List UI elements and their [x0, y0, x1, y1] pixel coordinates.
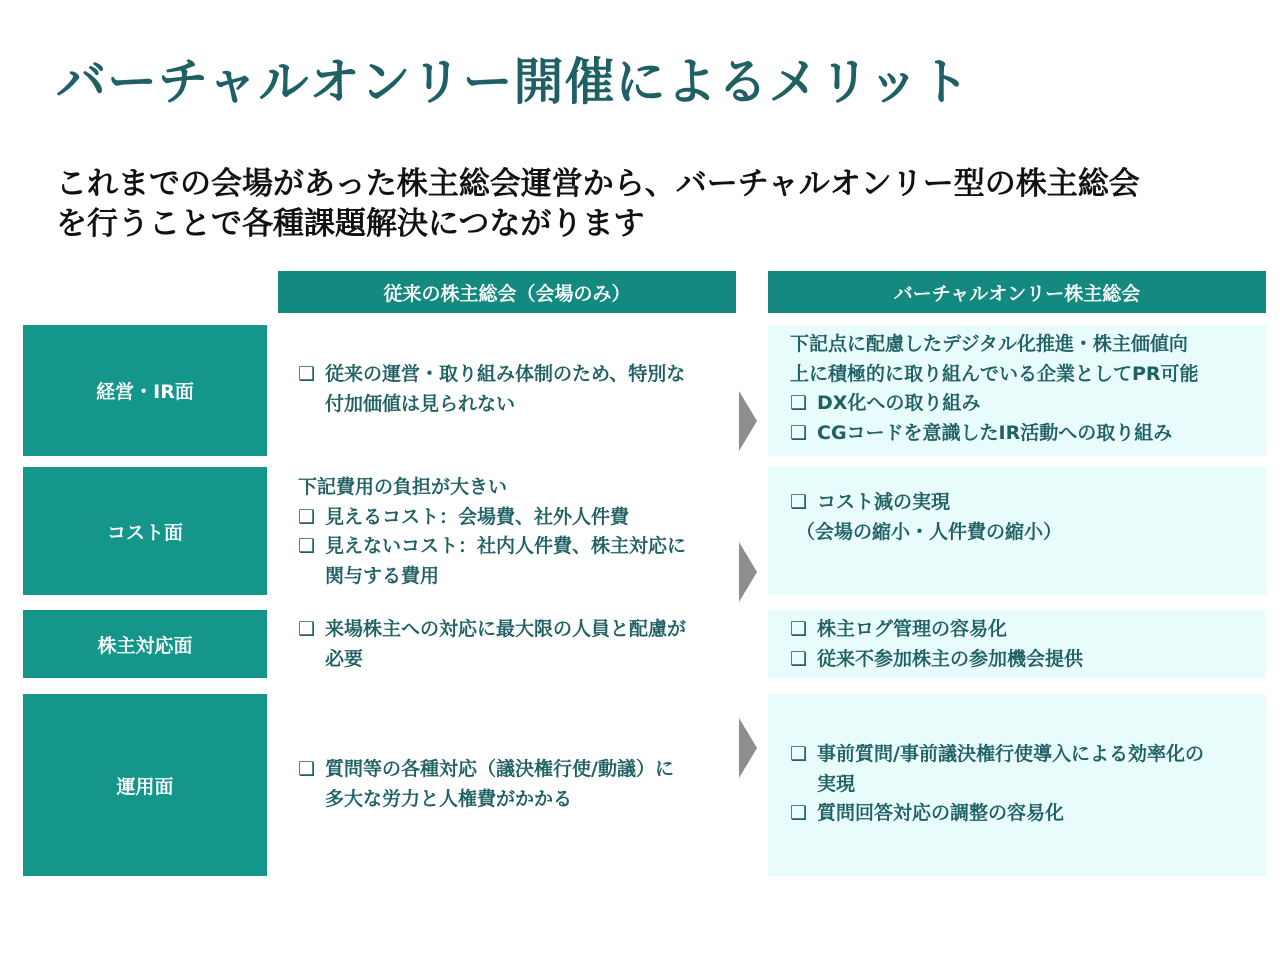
page-title: バーチャルオンリー開催によるメリット: [56, 53, 971, 111]
checklist-item: [298, 755, 738, 785]
column-header-virtual: バーチャルオンリー株主総会: [768, 271, 1266, 313]
checklist-item-text: 必要: [325, 647, 364, 670]
checklist-item: [790, 799, 1266, 829]
checklist-item-text: DX化への取り組み: [817, 392, 981, 414]
cell-traditional-shareholder-relations: [278, 615, 738, 674]
checklist-item: [790, 419, 1266, 449]
checklist-item-text: CGコードを意識したIR活動への取り組み: [817, 421, 1173, 444]
checkbox-icon: ❑: [790, 802, 808, 824]
row-label-cost: コスト面: [23, 467, 267, 595]
arrow-right-icon: [739, 542, 757, 602]
checklist-item: [790, 488, 1266, 518]
checklist-item: [790, 740, 1266, 770]
checklist-item-text: コスト減の実現: [817, 491, 951, 513]
checklist-continuation: [298, 390, 738, 420]
checkbox-icon: ❑: [790, 491, 808, 513]
cell-virtual-management-ir: [768, 325, 1266, 456]
subtitle-line-1: これまでの会場があった株主総会運営から、バーチャルオンリー型の株主総会: [56, 166, 1140, 202]
checklist-item-text: 見えるコスト：会場費、社外人件費: [325, 505, 630, 528]
cell-virtual-cost: [768, 467, 1266, 595]
checklist-item-text: 見えないコスト：社内人件費、株主対応に: [325, 535, 687, 557]
checkbox-icon: ❑: [790, 421, 808, 444]
checklist-item-text: 来場株主への対応に最大限の人員と配慮が: [325, 618, 687, 640]
checklist-continuation: （会場の縮小・人件費の縮小）: [796, 520, 1063, 543]
checklist-item: [298, 615, 738, 645]
checkbox-icon: ❑: [790, 743, 808, 765]
checklist-item-text: 事前質問/事前議決権行使導入による効率化の: [817, 743, 1204, 765]
cell-virtual-operations: [768, 694, 1266, 876]
checkbox-icon: ❑: [298, 363, 316, 385]
cell-intro-text: 下記点に配慮したデジタル化推進・株主価値向: [790, 333, 1188, 355]
checklist-item-text: 実現: [817, 772, 856, 795]
cell-intro-text: 上に積極的に取り組んでいる企業としてPR可能: [790, 362, 1199, 385]
column-header-traditional: 従来の株主総会（会場のみ）: [278, 271, 736, 313]
checklist-continuation: [298, 562, 738, 592]
subtitle-line-2: を行うことで各種課題解決につながります: [56, 206, 645, 242]
cell-traditional-cost: [278, 473, 738, 591]
checklist-item: [298, 532, 738, 562]
checklist-item: [298, 503, 738, 533]
row-label-shareholder-relations: 株主対応面: [23, 610, 267, 678]
cell-virtual-shareholder-relations: [768, 610, 1266, 678]
checklist-item: [298, 360, 738, 390]
arrow-right-icon: [739, 718, 757, 778]
checklist-continuation: [298, 785, 738, 815]
checklist-item-text: 質問回答対応の調整の容易化: [817, 802, 1065, 824]
row-label-operations: 運用面: [23, 694, 267, 876]
checkbox-icon: ❑: [790, 392, 808, 414]
cell-intro-text: 下記費用の負担が大きい: [298, 476, 508, 498]
checkbox-icon: ❑: [298, 618, 316, 640]
cell-traditional-operations: [278, 755, 738, 814]
checkbox-icon: ❑: [790, 647, 808, 670]
checklist-item-text: 株主ログ管理の容易化: [817, 618, 1008, 640]
checklist-item-text: 質問等の各種対応（議決権行使/動議）に: [325, 758, 674, 780]
checklist-item-text: 付加価値は見られない: [325, 392, 516, 415]
checklist-item-text: 従来の運営・取り組み体制のため、特別な: [325, 363, 686, 385]
checkbox-icon: ❑: [298, 535, 316, 557]
checklist-continuation: [298, 645, 738, 675]
checkbox-icon: ❑: [790, 618, 808, 640]
cell-traditional-management-ir: [278, 360, 738, 419]
page-subtitle: [56, 164, 1256, 244]
arrow-right-icon: [739, 391, 757, 451]
checklist-item-text: 関与する費用: [325, 564, 440, 587]
checklist-item-text: 多大な労力と人権費がかかる: [325, 787, 573, 810]
checkbox-icon: ❑: [298, 505, 316, 528]
checklist-item: [790, 615, 1266, 645]
checklist-item-text: 従来不参加株主の参加機会提供: [817, 647, 1084, 670]
checklist-continuation: [790, 770, 1266, 800]
checklist-item: [790, 389, 1266, 419]
row-label-management-ir: 経営・IR面: [23, 325, 267, 456]
checkbox-icon: ❑: [298, 758, 316, 780]
checklist-item: [790, 645, 1266, 675]
